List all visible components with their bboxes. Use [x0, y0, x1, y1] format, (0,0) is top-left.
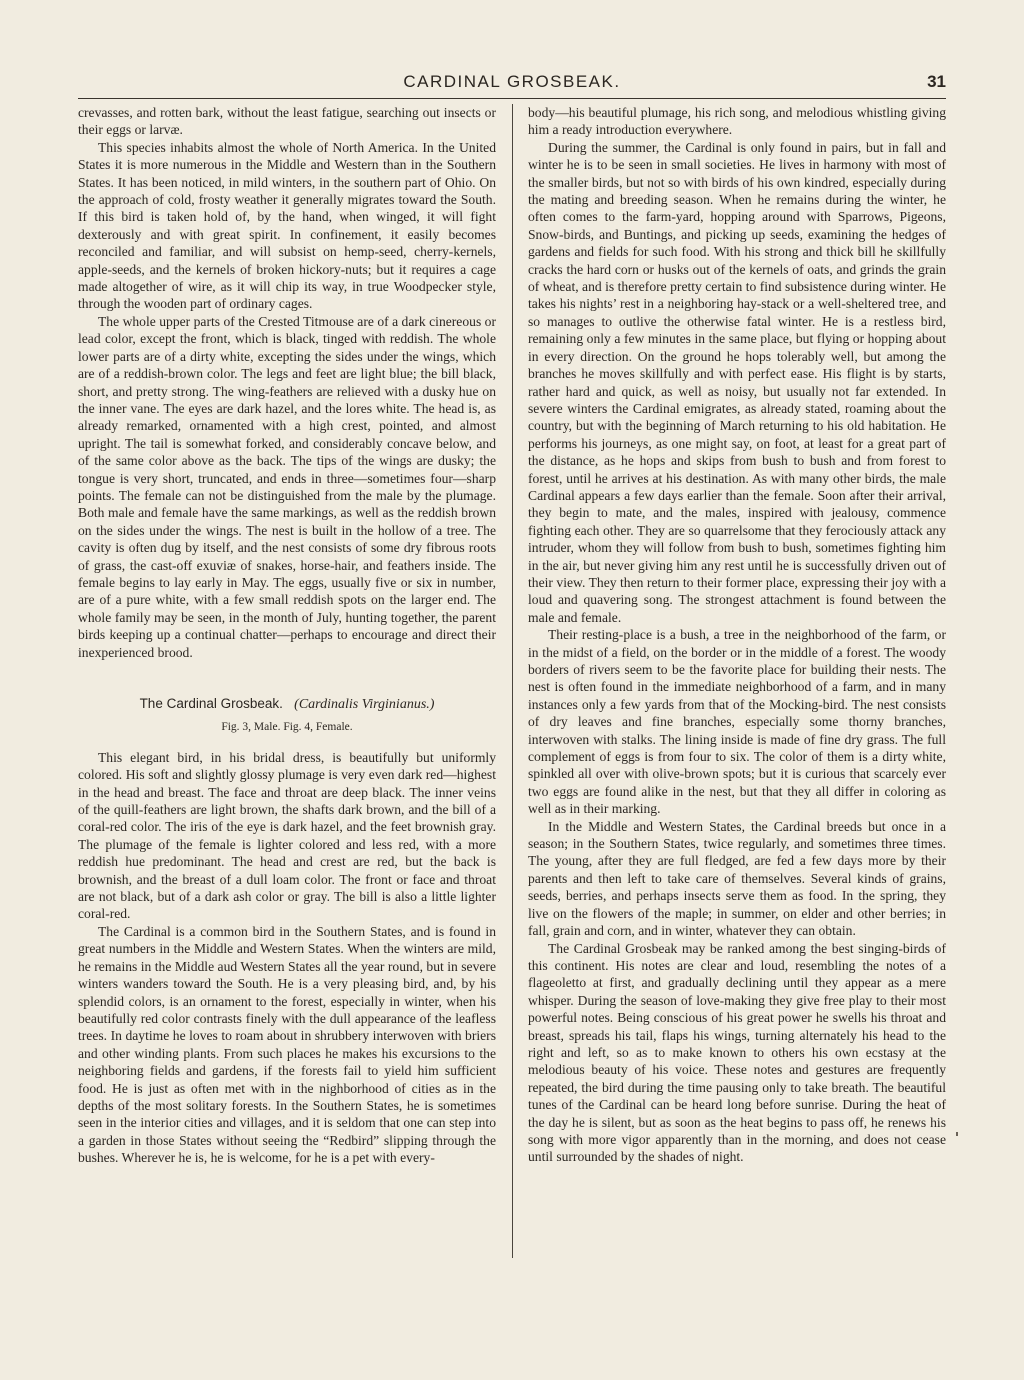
paragraph: During the summer, the Cardinal is only found in pairs, but in fall and winter he is to be seen in small societies. He lives in harmony with most of the smaller birds, but not so with birds of his own kindred, especially during the mating and breeding season. When he remains during the winter, he often comes to the farm-yard, hopping around with Sparrows, Pigeons, Snow-birds, and Buntings, and picking up seeds, examining the hedges of gardens and fields for such food. With his strong and thick bill he skillfully cracks the hard corn or husks out of the kernels of oats, and grinds the grain of wheat, and is therefore pretty certain to find subsistence during winter. He takes his nights’ rest in a neighboring hay-stack or a well-sheltered tree, and so manages to outlive the otherwise fatal winter. He is a restless bird, remaining only a few minutes in the same place, but flying or hopping about in every direction. On the ground he hops tolerably well, but among the branches he moves skillfully and with perfect ease. His flight is by starts, rather hard and quick, as well as noisy, but usually not far extended. In severe winters the Cardinal emigrates, as already stated, roaming about the country, but with the beginning of March returning to his old habitation. He performs his journeys, as one might say, on foot, at least for a great part of the distance, as he hops and skips from bush to bush and from forest to forest, until he arrives at his destination. As with many other birds, the male Cardinal appears a few days earlier than the female. Soon after their arrival, they begin to mate, and the males, inspired with jealousy, commence fighting each other. They are so quarrelsome that they ferociously attack any intruder, whom they will follow from bush to bush, sometimes fighting him in the air, but never giving him any rest until he is successfully driven out of their view. They then return to their former place, expressing their joy with a loud and quavering song. The strongest attachment is found between the male and female.	[528, 139, 946, 625]
print-mark	[956, 1132, 958, 1136]
section-heading-title: The Cardinal Grosbeak.	[139, 696, 283, 711]
page-number: 31	[927, 72, 946, 91]
left-column	[78, 104, 496, 1167]
right-column	[528, 104, 946, 1166]
figure-reference: Fig. 3, Male. Fig. 4, Female.	[221, 721, 353, 734]
section-heading-latin-name: (Cardinalis Virginianus.)	[294, 697, 435, 712]
section-heading	[78, 695, 496, 713]
header-rule	[78, 98, 946, 99]
paragraph: The Cardinal is a common bird in the Southern States, and is found in great numbers in the Middle and Western States. When the winters are mild, he remains in the Middle aud Western States all the year round, but in severe winters wanders toward the South. He is a very pleasing bird, and, by his splendid colors, is an ornament to the forest, especially in winter, when his beautifully red color contrasts finely with the dull appearance of the leafless trees. In daytime he loves to roam about in shrubbery interwoven with briers and other winding plants. From such places he makes his excursions to the neighboring fields and gardens, if the forests fail to yield him sufficient food. He is just as often met with in the nighborhood of cities as in the depths of the most solitary forests. In the Southern States, he is sometimes seen in the interior cities and villages, and it is seldom that one can step into a garden in those States without seeing the “Redbird” slipping through the bushes. Wherever he is, he is welcome, for he is a pet with every-	[78, 923, 496, 1166]
paragraph: This elegant bird, in his bridal dress, is beautifully but uniformly colored. His soft and slightly glossy plumage is very even dark red—highest in the head and breast. The face and throat are deep black. The inner veins of the quill-feathers are light brown, the shafts dark brown, and the bill of a coral-red color. The iris of the eye is dark hazel, and the feet brownish gray. The plumage of the female is lighter colored and less red, with a more reddish hue predominant. The head and crest are red, but the back is brownish, and the breast of a dull loam color. The front or face and throat are not black, but of a dark ash color or gray. The bill is also a little lighter coral-red.	[78, 749, 496, 922]
page-header	[78, 72, 946, 96]
paragraph: In the Middle and Western States, the Cardinal breeds but once in a season; in the Southern States, twice regularly, and sometimes three times. The young, after they are full fledged, are fed a few days more by their parents and then left to take care of themselves. Several kinds of grains, seeds, berries, and perhaps insects serve them as food. In the spring, they live on the flowers of the maple; in summer, on elder and other berries; in fall, grain and corn, and in winter, whatever they can obtain.	[528, 818, 946, 939]
paragraph: This species inhabits almost the whole of North America. In the United States it is more numerous in the Middle and Western than in the Southern States. It has been noticed, in mild winters, in the southern part of Ohio. On the approach of cold, frosty weather it generally migrates toward the South. If this bird is taken hold of, by the hand, when winged, it will fight dexterously and with great spirit. In confinement, it easily becomes reconciled and familiar, and will subsist on hemp-seed, cherry-kernels, apple-seeds, and the kernels of broken hickory-nuts; but it requires a cage made altogether of wire, as it will chip its way, in true Woodpecker style, through the wooden part of ordinary cages.	[78, 139, 496, 312]
paragraph: The whole upper parts of the Crested Titmouse are of a dark cinereous or lead color, except the front, which is black, tinged with reddish. The whole lower parts are of a dirty white, excepting the sides under the wings, which are of a reddish-brown color. The legs and feet are light blue; the bill black, short, and pretty strong. The wing-feathers are relieved with a dusky hue on the inner vane. The eyes are dark hazel, and the lores white. The head is, as already remarked, ornamented with a high crest, pointed, and almost upright. The tail is somewhat forked, and considerably concave below, and of the same color above as the back. The tips of the wings are dusky; the tongue is very short, truncated, and ends in three—sometimes four—sharp points. The female can not be distinguished from the male by the plumage. Both male and female have the same markings, as well as the reddish brown on the sides under the wings. The nest is built in the hollow of a tree. The cavity is often dug by itself, and the nest consists of some dry fibrous roots of grass, the cast-off exuviæ of snakes, horse-hair, and feathers inside. The female begins to lay early in May. The eggs, usually five or six in number, are of a pure white, with a few small reddish spots on the larger end. The whole family may be seen, in the month of July, hunting together, the parent birds keeping up a continual chatter—perhaps to encourage and direct their inexperienced brood.	[78, 313, 496, 660]
running-title: CARDINAL GROSBEAK.	[403, 72, 621, 91]
paragraph: The Cardinal Grosbeak may be ranked among the best singing-birds of this continent. His notes are clear and loud, resembling the notes of a flageoletto at first, and gradually declining until they appear as a mere whisper. During the season of love-making they give free play to their most powerful notes. Being conscious of his great power he swells his throat and breast, spreads his tail, flaps his wings, turning alternately his head to the right and left, so as to make known to others his own ecstasy at the melodious beauty of his voice. These notes and gestures are frequently repeated, the bird during the time pausing only to take breath. The beautiful tunes of the Cardinal can be heard long before sunrise. During the heat of the day he is silent, but as soon as the heat begins to pass off, he renews his song with more vigor apparently than in the morning, and does not cease until surrounded by the shades of night.	[528, 940, 946, 1165]
column-divider	[512, 104, 513, 1258]
paragraph: Their resting-place is a bush, a tree in the neighborhood of the farm, or in the midst of a field, on the border or in the middle of a forest. The woody borders of rivers seem to be the favorite place for building their nests. The nest is often found in the immediate neighborhood of a farm, and in many instances only a few yards from that of the Mocking-bird. The nest consists of dry leaves and fine branches, especially some thorny branches, interwoven with stalks. The lining inside is made of fine dry grass. The full complement of eggs is from four to six. The color of them is a dirty white, spinkled all over with olive-brown spots; but it is curious that scarcely ever two eggs are found alike in the nest, but that they all differ in coloring as well as in their marking.	[528, 627, 946, 817]
paragraph: crevasses, and rotten bark, without the least fatigue, searching out insects or their eggs or larvæ.	[78, 105, 496, 138]
paragraph: body—his beautiful plumage, his rich song, and melodious whistling giving him a ready introduction everywhere.	[528, 105, 946, 138]
